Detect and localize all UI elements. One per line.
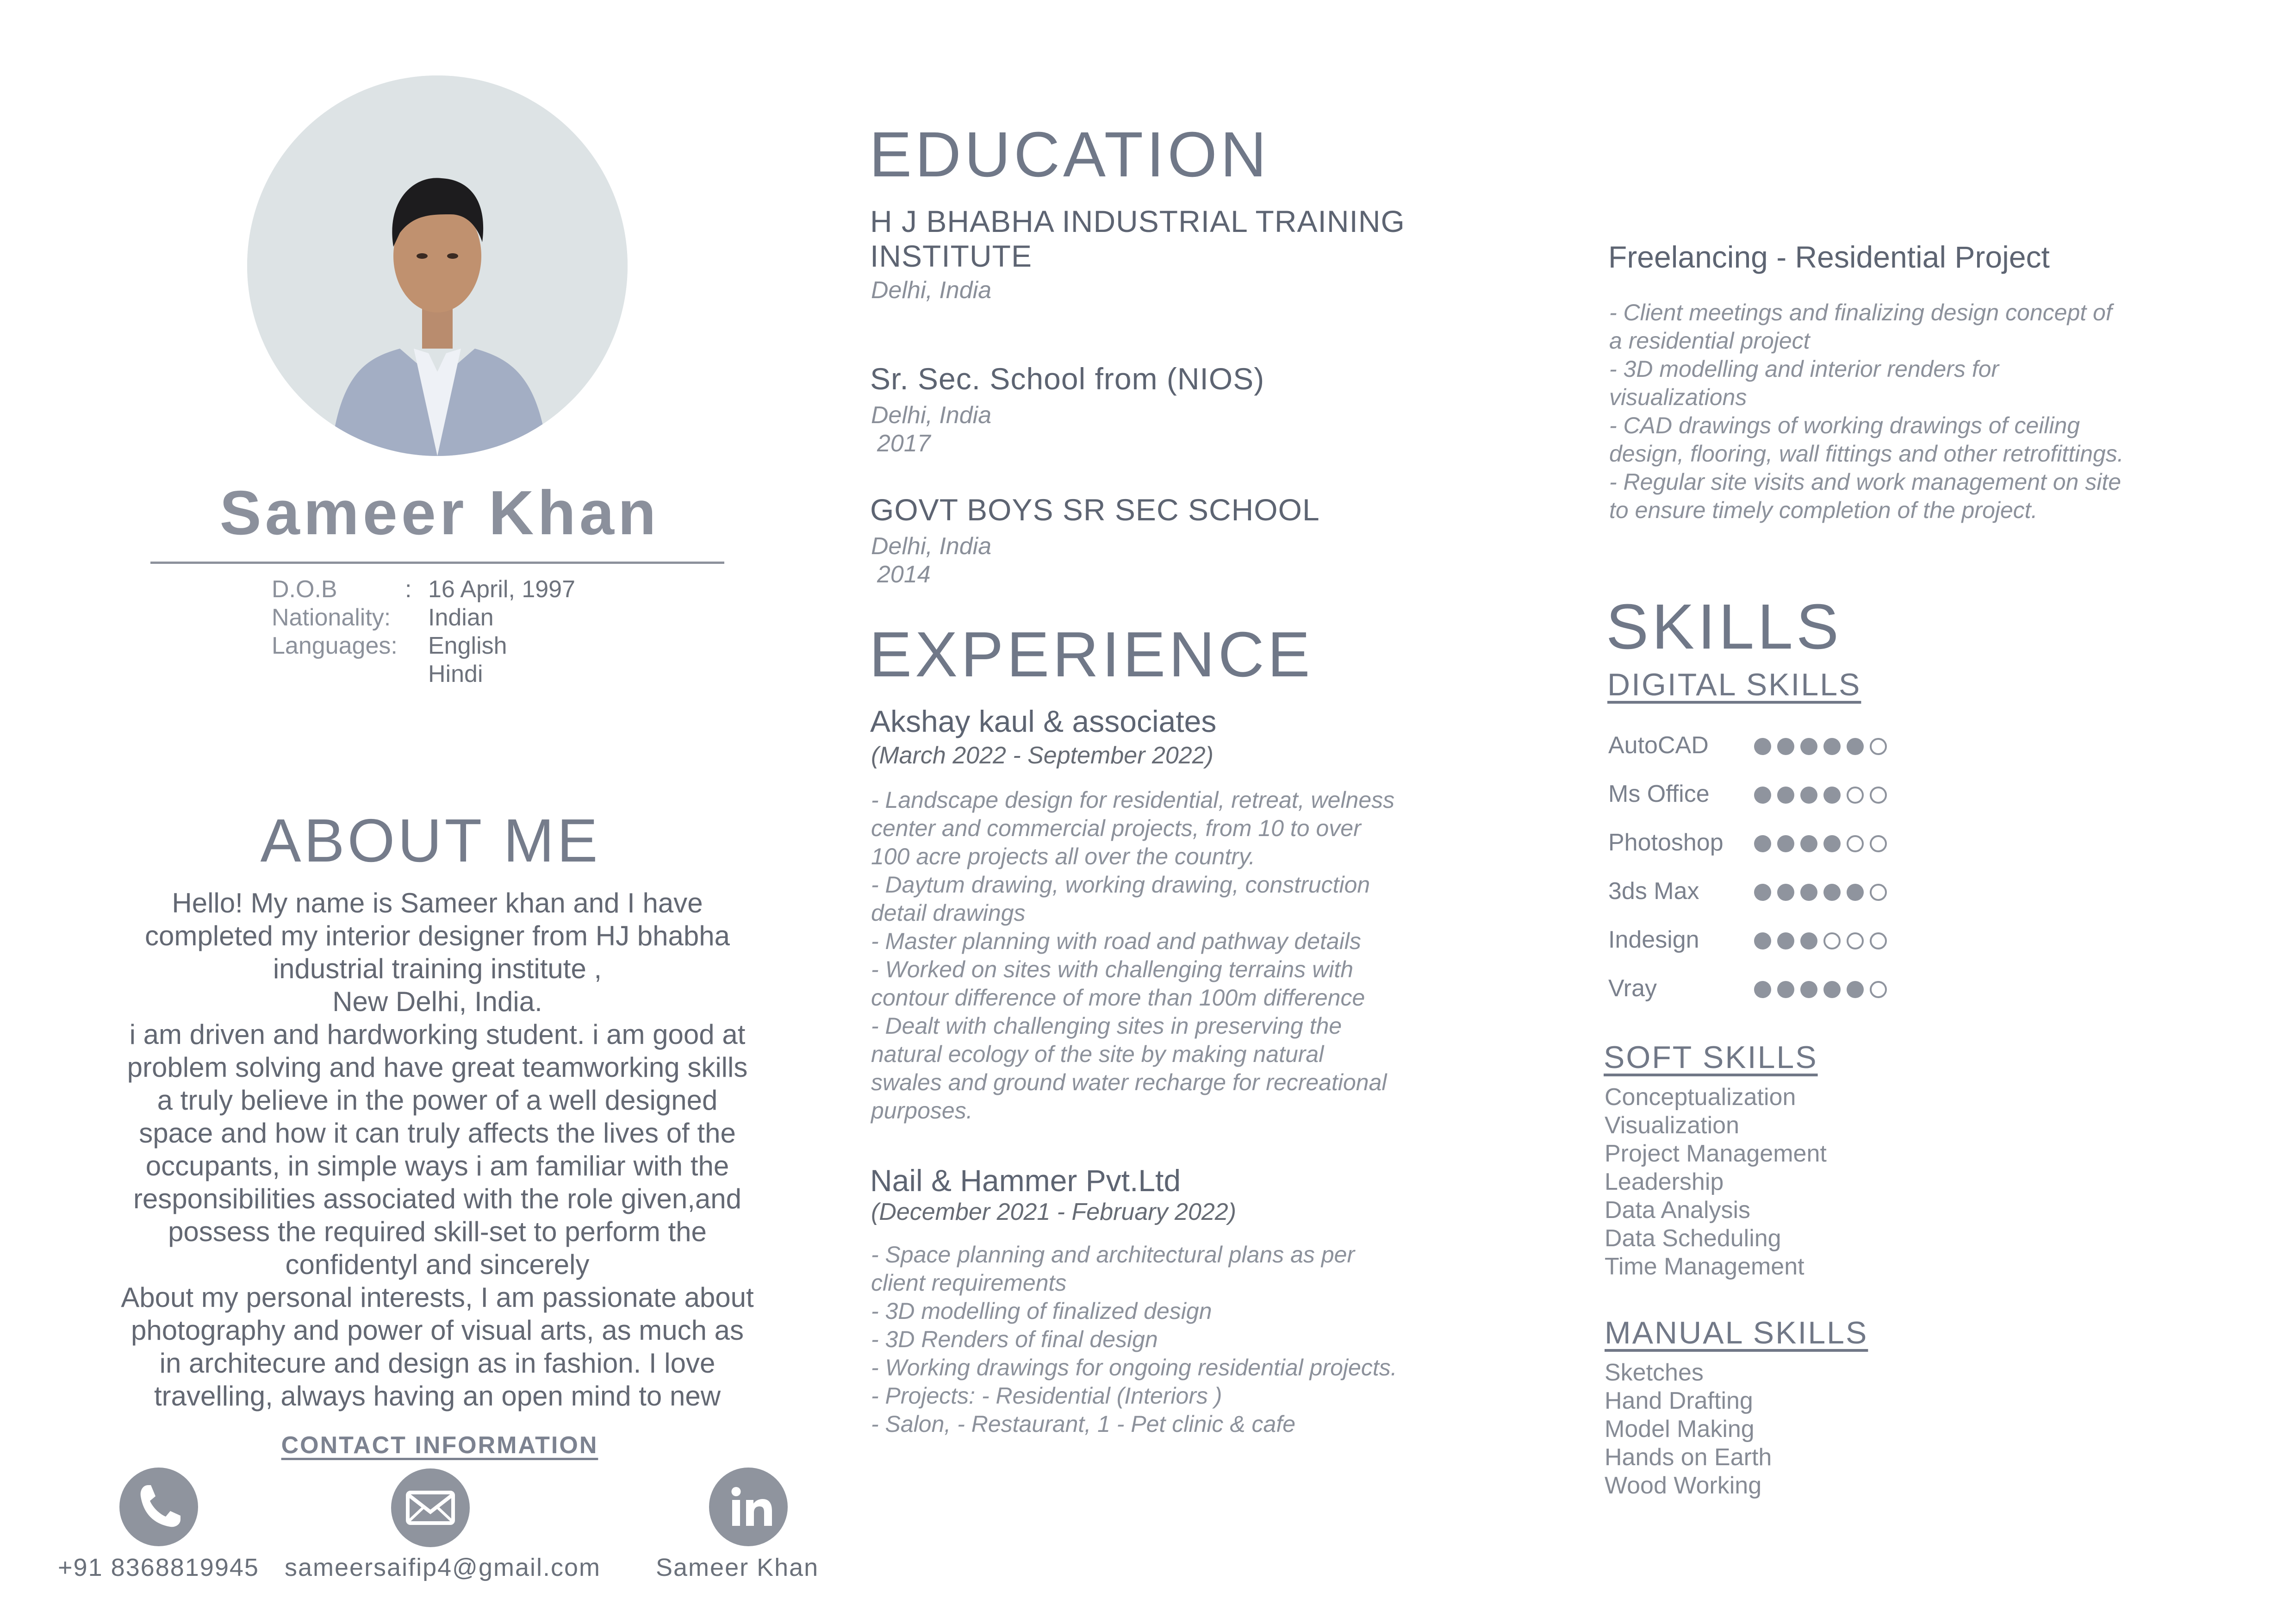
responsibilities-list: - Landscape design for residential, retreat, welness center and commercial projects, from 10 to over 100 acre projects all over the country. - Daytum drawing, working drawing, construction detail drawings - Master planning with road and pathway details - Worked on sites with challenging terrains with contour difference of more than 100m difference - Dealt with challenging sites in preserving the natural ecology of the site by making natural swales and ground water recharge for recreational purposes. xyxy=(871,787,1395,1124)
employer-name: Nail & Hammer Pvt.Ltd xyxy=(870,1163,1181,1198)
rating-dot-empty xyxy=(1870,835,1887,852)
rating-dot-filled xyxy=(1777,835,1794,852)
soft-skill-item: Project Management xyxy=(1605,1140,1827,1167)
rating-dot-filled xyxy=(1777,787,1794,804)
rating-dot-filled xyxy=(1800,738,1817,755)
rating-dot-filled xyxy=(1823,738,1841,755)
skill-rating xyxy=(1754,787,1887,804)
skill-rating xyxy=(1754,738,1887,755)
digital-skill-name: 3ds Max xyxy=(1608,878,1699,905)
rating-dot-filled xyxy=(1800,981,1817,998)
about-line: problem solving and have great teamworking skills xyxy=(127,1052,748,1083)
rating-dot-filled xyxy=(1777,884,1794,901)
skill-rating xyxy=(1754,981,1887,998)
institution-year: 2014 xyxy=(877,561,931,588)
soft-skill-item: Leadership xyxy=(1605,1168,1724,1195)
rating-dot-empty xyxy=(1847,787,1864,804)
rating-dot-filled xyxy=(1754,932,1771,949)
institution-name: INSTITUTE xyxy=(870,239,1032,273)
rating-dot-filled xyxy=(1800,835,1817,852)
rating-dot-filled xyxy=(1754,884,1771,901)
about-line: About my personal interests, I am passionate about xyxy=(121,1282,754,1313)
about-line: in architecure and design as in fashion. I love xyxy=(159,1348,716,1379)
manual-skills-heading: MANUAL SKILLS xyxy=(1605,1315,1868,1350)
linkedin-name[interactable]: Sameer Khan xyxy=(656,1554,819,1581)
rating-dot-filled xyxy=(1847,981,1864,998)
rating-dot-filled xyxy=(1800,787,1817,804)
nationality-label: Nationality: xyxy=(272,604,391,631)
email-address[interactable]: sameersaifip4@gmail.com xyxy=(285,1554,601,1581)
institution-location: Delhi, India xyxy=(871,277,992,304)
digital-skill-name: Ms Office xyxy=(1608,781,1710,807)
contact-heading: CONTACT INFORMATION xyxy=(281,1432,598,1459)
about-line: industrial training institute , xyxy=(273,953,602,984)
rating-dot-filled xyxy=(1800,884,1817,901)
rating-dot-filled xyxy=(1777,981,1794,998)
about-line: completed my interior designer from HJ bhabha xyxy=(145,920,730,951)
institution-name: GOVT BOYS SR SEC SCHOOL xyxy=(870,493,1320,527)
digital-skill-name: Indesign xyxy=(1608,926,1699,953)
name-divider xyxy=(150,562,724,564)
rating-dot-empty xyxy=(1870,884,1887,901)
rating-dot-filled xyxy=(1847,884,1864,901)
rating-dot-filled xyxy=(1800,932,1817,949)
responsibilities-list: - Client meetings and finalizing design concept of a residential project - 3D modelling and interior renders for visualizations - CAD drawings of working drawings of ceiling design, flooring, wall fittings and other retrofittings. - Regular site visits and work management on site to ensure timely completion of the project. xyxy=(1609,300,2124,523)
responsibilities-list: - Space planning and architectural plans as per client requirements - 3D modelling of finalized design - 3D Renders of final design - Working drawings for ongoing residential projects. - Projects: - Residential (Interiors ) - Salon, - Restaurant, 1 - Pet clinic & cafe xyxy=(871,1242,1397,1437)
language-item: Hindi xyxy=(428,661,483,687)
rating-dot-empty xyxy=(1870,981,1887,998)
language-item: English xyxy=(428,632,507,659)
soft-skills-heading: SOFT SKILLS xyxy=(1604,1040,1818,1075)
education-heading: EDUCATION xyxy=(869,119,1270,190)
about-line: responsibilities associated with the role given,and xyxy=(133,1183,742,1214)
soft-skill-item: Visualization xyxy=(1605,1112,1740,1139)
about-line: travelling, always having an open mind to new xyxy=(154,1380,721,1412)
about-heading: ABOUT ME xyxy=(260,806,601,874)
manual-skill-item: Sketches xyxy=(1605,1359,1704,1386)
digital-skill-name: AutoCAD xyxy=(1608,732,1709,759)
phone-icon[interactable] xyxy=(119,1468,198,1546)
rating-dot-filled xyxy=(1754,835,1771,852)
soft-skill-item: Data Analysis xyxy=(1605,1197,1751,1224)
rating-dot-empty xyxy=(1847,835,1864,852)
rating-dot-empty xyxy=(1823,932,1841,949)
candidate-name: Sameer Khan xyxy=(219,478,660,548)
experience-heading: EXPERIENCE xyxy=(869,619,1313,690)
employer-name: Freelancing - Residential Project xyxy=(1608,240,2050,274)
skill-rating xyxy=(1754,835,1887,852)
institution-year: 2017 xyxy=(877,430,931,457)
about-line: space and how it can truly affects the lives of the xyxy=(139,1118,736,1149)
about-line: confidentyl and sincerely xyxy=(285,1249,590,1280)
dob-label: D.O.B xyxy=(272,576,337,603)
about-line: a truly believe in the power of a well designed xyxy=(157,1085,718,1116)
rating-dot-filled xyxy=(1754,981,1771,998)
person-portrait-icon xyxy=(247,75,628,456)
rating-dot-filled xyxy=(1823,884,1841,901)
institution-location: Delhi, India xyxy=(871,402,992,429)
languages-label: Languages: xyxy=(272,632,398,659)
rating-dot-filled xyxy=(1754,787,1771,804)
profile-photo xyxy=(247,75,628,456)
soft-skill-item: Conceptualization xyxy=(1605,1084,1796,1111)
nationality-value: Indian xyxy=(428,604,494,631)
digital-skill-name: Photoshop xyxy=(1608,829,1724,856)
about-text xyxy=(79,887,796,1412)
mail-icon[interactable] xyxy=(391,1468,470,1547)
dob-colon: : xyxy=(405,576,412,603)
manual-skills-list xyxy=(1605,1359,1772,1500)
employment-period: (December 2021 - February 2022) xyxy=(871,1199,1237,1225)
about-line: Hello! My name is Sameer khan and I have xyxy=(172,887,703,918)
employment-period: (March 2022 - September 2022) xyxy=(871,742,1213,769)
phone-number[interactable]: +91 8368819945 xyxy=(58,1554,259,1581)
institution-name: H J BHABHA INDUSTRIAL TRAINING xyxy=(870,204,1405,238)
rating-dot-empty xyxy=(1870,787,1887,804)
rating-dot-filled xyxy=(1823,787,1841,804)
digital-skills-heading: DIGITAL SKILLS xyxy=(1607,667,1861,702)
manual-skill-item: Model Making xyxy=(1605,1416,1755,1443)
rating-dot-filled xyxy=(1754,738,1771,755)
institution-location: Delhi, India xyxy=(871,533,992,560)
dob-value: 16 April, 1997 xyxy=(428,576,576,603)
rating-dot-filled xyxy=(1777,738,1794,755)
manual-skill-item: Hand Drafting xyxy=(1605,1387,1753,1414)
skill-rating xyxy=(1754,932,1887,949)
rating-dot-filled xyxy=(1823,835,1841,852)
rating-dot-filled xyxy=(1823,981,1841,998)
employer-name: Akshay kaul & associates xyxy=(870,704,1217,738)
soft-skills-list xyxy=(1605,1083,1827,1281)
skills-heading: SKILLS xyxy=(1606,591,1842,662)
manual-skill-item: Wood Working xyxy=(1605,1472,1762,1499)
linkedin-icon[interactable] xyxy=(709,1468,788,1546)
soft-skill-item: Time Management xyxy=(1605,1253,1804,1280)
rating-dot-filled xyxy=(1777,932,1794,949)
about-line: photography and power of visual arts, as much as xyxy=(131,1315,744,1346)
about-line: i am driven and hardworking student. i am good at xyxy=(129,1019,746,1050)
institution-name: Sr. Sec. School from (NIOS) xyxy=(870,362,1265,396)
about-line: possess the required skill-set to perform the xyxy=(168,1216,707,1247)
about-line: New Delhi, India. xyxy=(332,986,542,1017)
soft-skill-item: Data Scheduling xyxy=(1605,1225,1781,1252)
about-line: occupants, in simple ways i am familiar with the xyxy=(145,1150,729,1181)
skill-rating xyxy=(1754,884,1887,901)
rating-dot-empty xyxy=(1870,738,1887,755)
digital-skill-name: Vray xyxy=(1608,975,1657,1002)
rating-dot-empty xyxy=(1870,932,1887,949)
rating-dot-filled xyxy=(1847,738,1864,755)
manual-skill-item: Hands on Earth xyxy=(1605,1444,1772,1471)
rating-dot-empty xyxy=(1847,932,1864,949)
